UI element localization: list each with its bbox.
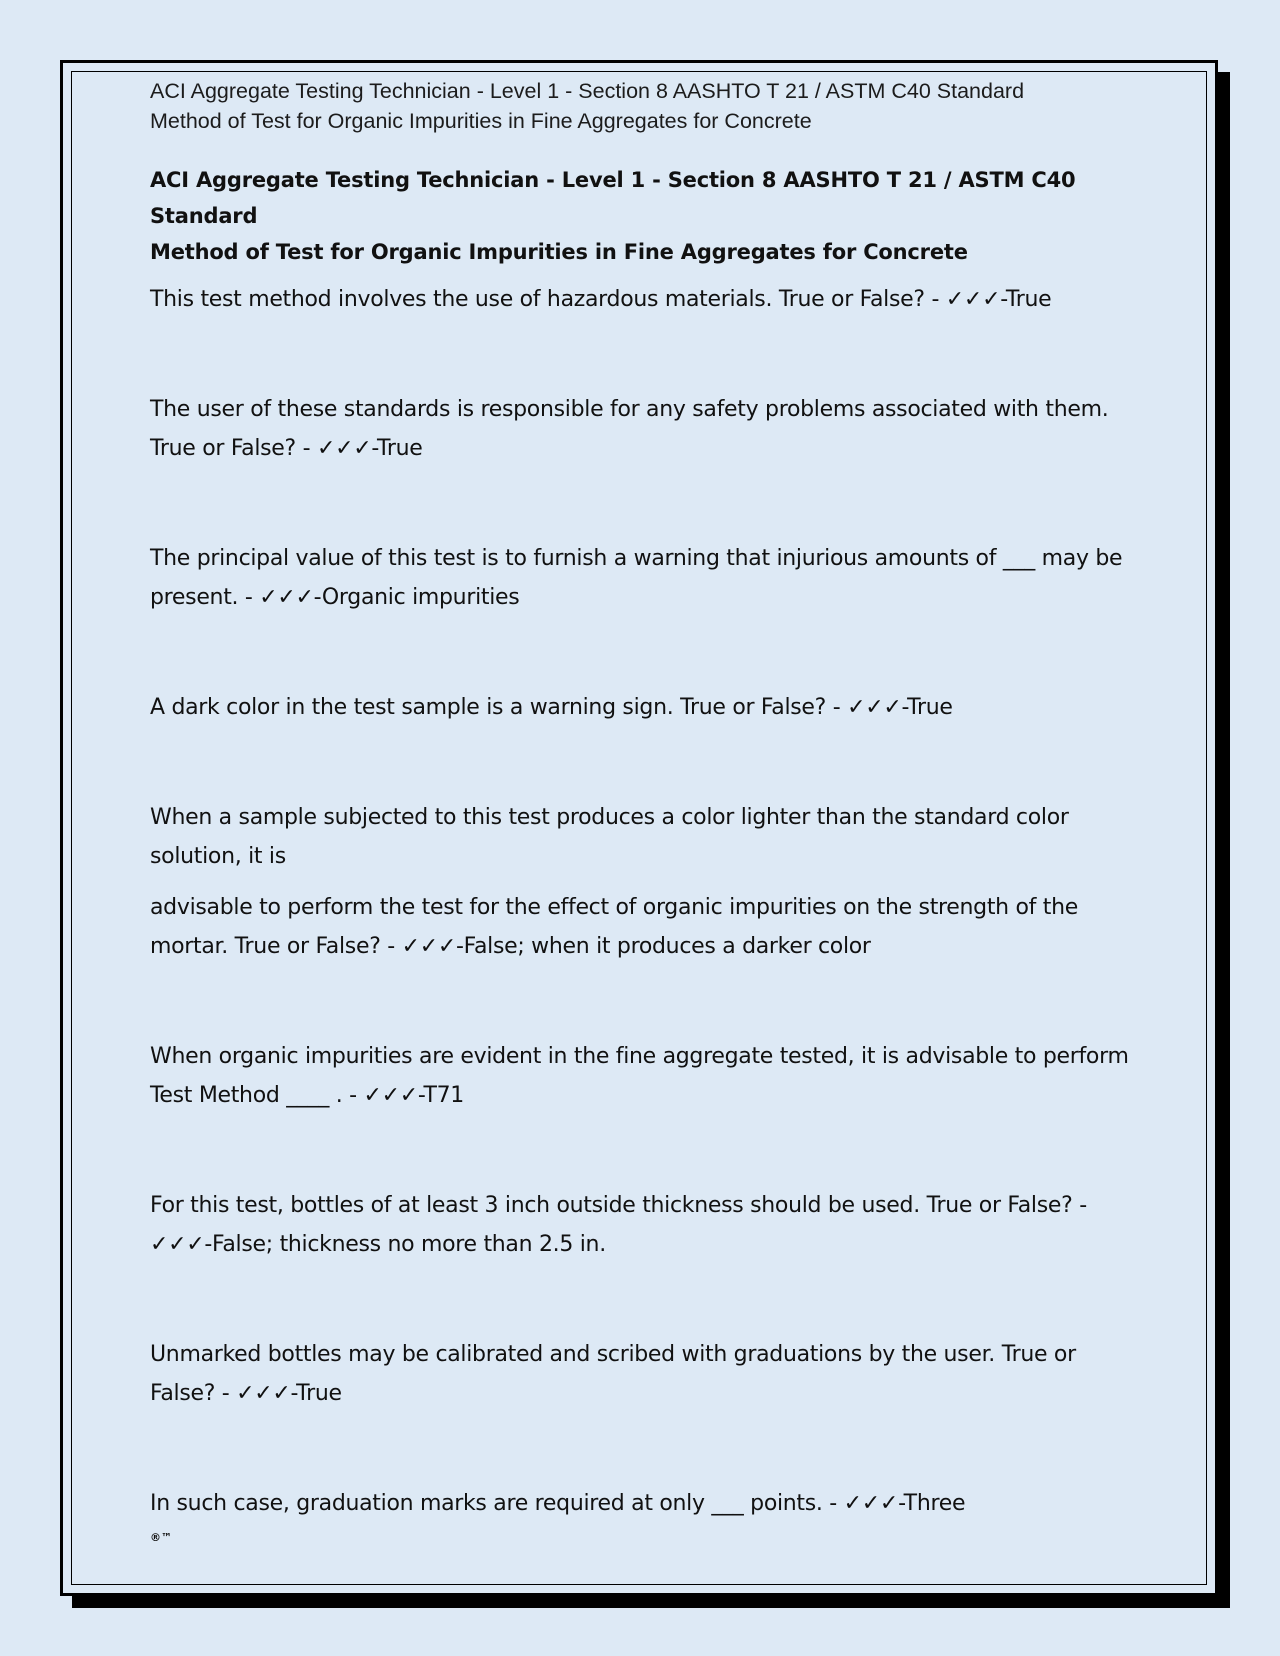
answer-text: -Organic impurities <box>313 585 520 610</box>
question-text: The principal value of this test is to furnish a warning that injurious amounts of ___ may be present. - <box>150 546 1123 610</box>
checkmarks-icon: ✓✓✓ <box>401 934 457 959</box>
answer-text: -False; when it produces a darker color <box>456 934 871 959</box>
qa-item-6 <box>150 1037 1140 1115</box>
answer-text: -True <box>290 1381 342 1406</box>
checkmarks-icon: ✓✓✓ <box>316 436 372 461</box>
question-text: A dark color in the test sample is a warning sign. True or False? - <box>150 695 848 720</box>
question-text: This test method involves the use of hazardous materials. True or False? - <box>150 287 946 312</box>
document-title <box>150 162 1140 270</box>
document-content <box>150 76 1140 1544</box>
question-text: The user of these standards is responsible for any safety problems associated with them. True or False? - <box>150 397 1109 461</box>
checkmarks-icon: ✓✓✓ <box>259 585 314 610</box>
answer-text: -T71 <box>417 1083 464 1108</box>
qa-item-5-part-1: When a sample subjected to this test produces a color lighter than the standard color solution, it is <box>150 805 1069 869</box>
running-header-line-2: Method of Test for Organic Impurities in Fine Aggregates for Concrete <box>150 109 812 133</box>
checkmarks-icon: ✓✓✓ <box>843 1491 899 1516</box>
answer-text: -True <box>901 695 953 720</box>
trademark-mark: ®™ <box>150 1531 172 1544</box>
qa-item-9 <box>150 1484 1140 1523</box>
checkmarks-icon: ✓✓✓ <box>363 1083 418 1108</box>
question-text: In such case, graduation marks are required at only ___ points. - <box>150 1491 844 1516</box>
answer-text: -True <box>1000 287 1052 312</box>
question-text: For this test, bottles of at least 3 inch outside thickness should be used. True or False? - <box>150 1193 1087 1218</box>
qa-item-4 <box>150 688 1140 727</box>
answer-text: -False; thickness no more than 2.5 in. <box>204 1232 606 1257</box>
qa-item-5-part-2 <box>150 888 1140 966</box>
running-header-line-1: ACI Aggregate Testing Technician - Level 1 - Section 8 AASHTO T 21 / ASTM C40 Standard <box>150 79 1025 103</box>
qa-item-8 <box>150 1335 1140 1413</box>
question-text: advisable to perform the test for the effect of organic impurities on the strength of the mortar. True or False? - <box>150 895 1078 959</box>
running-header <box>150 76 1140 136</box>
document-title-line-1: ACI Aggregate Testing Technician - Level 1 - Section 8 AASHTO T 21 / ASTM C40 Standard <box>150 168 1076 228</box>
checkmarks-icon: ✓✓✓ <box>150 1232 205 1257</box>
qa-item-7 <box>150 1186 1140 1264</box>
checkmarks-icon: ✓✓✓ <box>847 695 902 720</box>
question-text: When organic impurities are evident in the fine aggregate tested, it is advisable to perform Test Method ____ . - <box>150 1044 1129 1108</box>
answer-text: -Three <box>898 1491 966 1516</box>
qa-item-3 <box>150 539 1140 617</box>
answer-text: -True <box>371 436 423 461</box>
qa-item-2 <box>150 390 1140 468</box>
document-title-line-2: Method of Test for Organic Impurities in Fine Aggregates for Concrete <box>150 240 968 264</box>
qa-item-1 <box>150 280 1140 319</box>
checkmarks-icon: ✓✓✓ <box>236 1381 291 1406</box>
checkmarks-icon: ✓✓✓ <box>945 287 1001 312</box>
question-text: Unmarked bottles may be calibrated and scribed with graduations by the user. True or False? - <box>150 1342 1076 1406</box>
